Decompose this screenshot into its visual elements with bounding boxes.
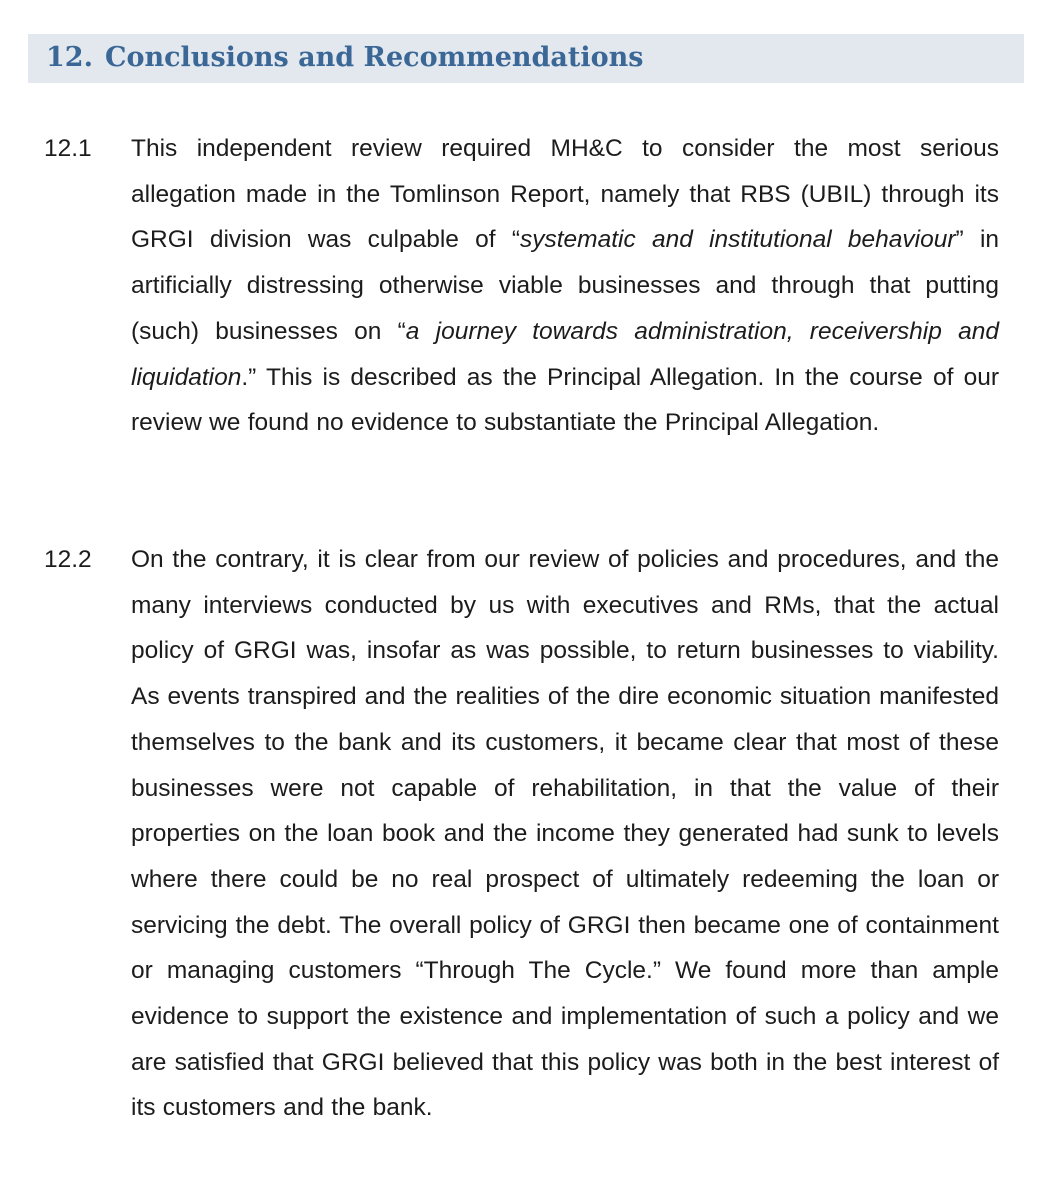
paragraph-number: 12.2 (44, 546, 92, 573)
quoted-italic-text: systematic and institutional behaviour (520, 226, 956, 254)
paragraph-number: 12.1 (44, 135, 92, 162)
text-run: This independent review required MH&C to consider the most serious allegation made in the Tomlinson Report, namely that RBS (UBIL) through its GRGI division was culpable of “ (131, 135, 999, 254)
quoted-italic-text: a journey towards administration, receivership and liquidation (131, 317, 999, 391)
paragraph-text: On the contrary, it is clear from our review of policies and procedures, and the many interviews conducted by us with executives and RMs, that the actual policy of GRGI was, insofar as was possible, to return businesses to viability. As events transpired and the realities of the dire economic situation manifested themselves to the bank and its customers, it became clear that most of these businesses were not capable of rehabilitation, in that the value of their properties on the loan book and the income they generated had sunk to levels where there could be no real prospect of ultimately redeeming the loan or servicing the debt. The overall policy of GRGI then became one of containment or managing customers “Through The Cycle.” We found more than ample evidence to support the existence and implementation of such a policy and we are satisfied that GRGI believed that this policy was both in the best interest of its customers and the bank. (131, 546, 999, 1122)
paragraph-text (131, 126, 999, 446)
text-run: .” This is described as the Principal Allegation. In the course of our review we found no evidence to substantiate the Principal Allegation. (131, 363, 999, 437)
section-number: 12. (46, 42, 93, 73)
section-heading (28, 34, 1024, 83)
text-run: ” in artificially distressing otherwise viable businesses and through that putting (such) businesses on “ (131, 226, 1000, 345)
section-title: Conclusions and Recommendations (104, 42, 644, 73)
